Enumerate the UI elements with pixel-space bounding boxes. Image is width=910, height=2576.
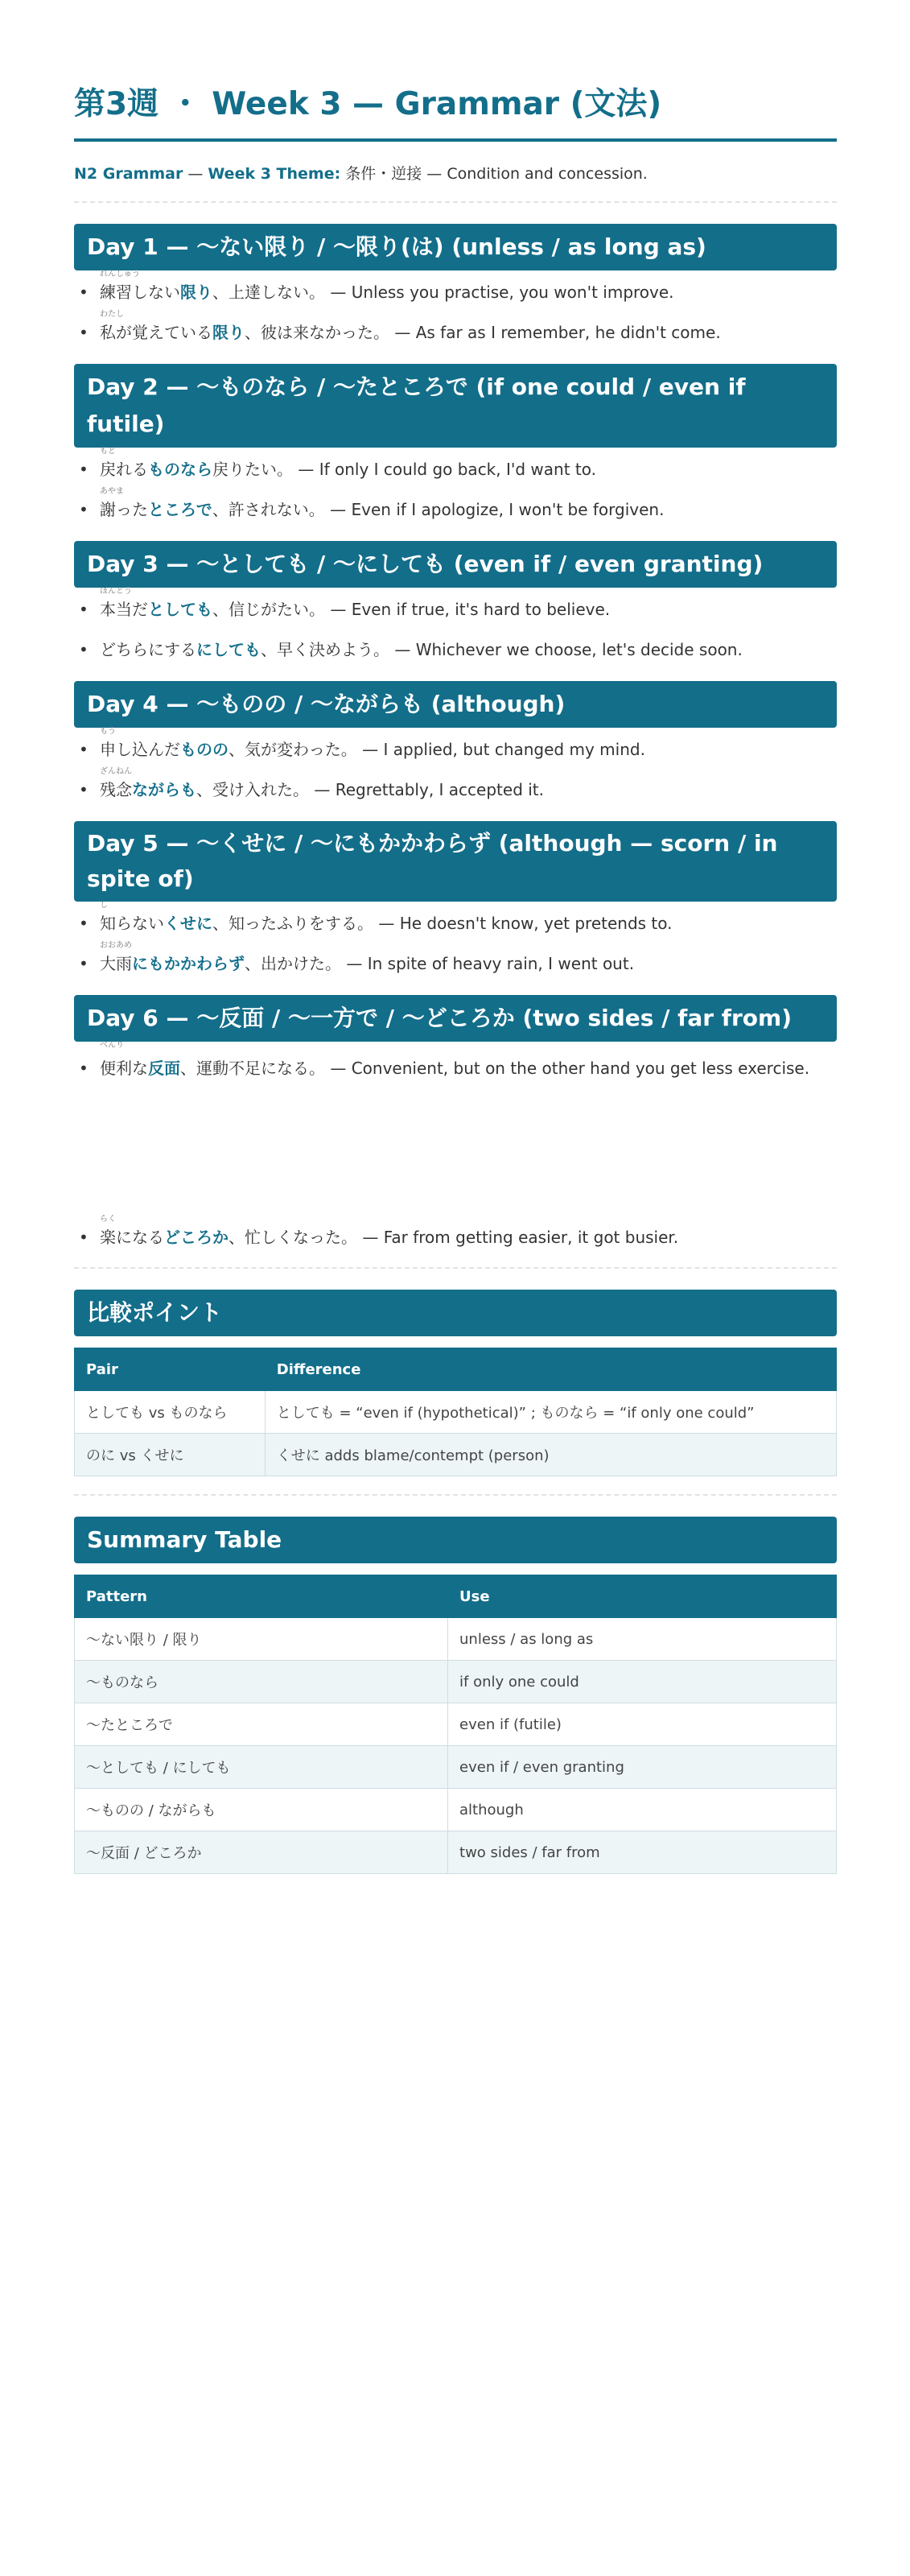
- day-heading: Day 6 — 〜反面 / 〜一方で / 〜どころか (two sides / far from): [74, 995, 837, 1042]
- example-translation: — Even if I apologize, I won't be forgiven.: [324, 500, 665, 519]
- example-item: [74, 270, 837, 303]
- table-row: [75, 1746, 837, 1789]
- section-divider: [74, 1267, 837, 1269]
- example-japanese-rest: 、出かけた。: [245, 954, 341, 973]
- table-cell: 〜反面 / どころか: [75, 1831, 448, 1874]
- furigana: • あやま: [100, 487, 124, 496]
- example-japanese: 戻れる: [100, 460, 148, 479]
- grammar-pattern: ながらも: [132, 780, 196, 799]
- furigana: • わたし: [100, 310, 124, 319]
- example-japanese: 大雨: [100, 954, 132, 973]
- table-cell: としても vs ものなら: [75, 1391, 266, 1434]
- day-section: [74, 541, 837, 660]
- example-item: [74, 767, 837, 800]
- example-japanese: 楽になる: [100, 1228, 164, 1247]
- example-list: [74, 447, 837, 520]
- table-cell: 〜としても / にしても: [75, 1746, 448, 1789]
- table-cell: two sides / far from: [448, 1831, 837, 1874]
- column-header: Use: [448, 1575, 837, 1618]
- example-japanese-rest: 、忙しくなった。: [229, 1228, 357, 1247]
- example-japanese: 謝った: [100, 500, 148, 519]
- summary-section: [74, 1517, 837, 1874]
- column-header: Difference: [265, 1348, 836, 1391]
- example-item: [74, 447, 837, 480]
- example-japanese-rest: 、運動不足になる。: [180, 1059, 325, 1078]
- table-header-row: [75, 1348, 837, 1391]
- table-row: [75, 1618, 837, 1661]
- example-item: [74, 901, 837, 934]
- comparison-heading: 比較ポイント: [74, 1290, 837, 1336]
- day-heading: Day 2 — 〜ものなら / 〜たところで (if one could / even if futile): [74, 364, 837, 448]
- example-translation: — In spite of heavy rain, I went out.: [341, 954, 635, 973]
- day-heading: Day 4 — 〜ものの / 〜ながらも (although): [74, 681, 837, 728]
- grammar-pattern: どころか: [164, 1228, 229, 1247]
- day-heading: Day 5 — 〜くせに / 〜にもかかわらず (although — scorn / in spite of): [74, 821, 837, 902]
- summary-heading: Summary Table: [74, 1517, 837, 1563]
- comparison-section: [74, 1290, 837, 1476]
- table-cell: くせに adds blame/contempt (person): [265, 1434, 836, 1476]
- furigana: • らく: [100, 1215, 116, 1224]
- table-cell: としても = “even if (hypothetical)” ; ものなら = “if only one could”: [265, 1391, 836, 1434]
- example-item: [74, 1041, 837, 1084]
- example-translation: — Regrettably, I accepted it.: [309, 780, 545, 799]
- example-japanese: 練習しない: [100, 283, 180, 302]
- example-translation: — Even if true, it's hard to believe.: [325, 600, 611, 619]
- table-row: [75, 1391, 837, 1434]
- example-list: [74, 1215, 837, 1248]
- furigana: • もど: [100, 447, 116, 456]
- example-translation: — Convenient, but on the other hand you get less exercise.: [325, 1059, 810, 1078]
- day-heading: Day 1 — 〜ない限り / 〜限り(は) (unless / as long as): [74, 224, 837, 270]
- table-cell: 〜たところで: [75, 1703, 448, 1746]
- column-header: Pattern: [75, 1575, 448, 1618]
- table-cell: のに vs くせに: [75, 1434, 266, 1476]
- table-cell: unless / as long as: [448, 1618, 837, 1661]
- table-row: [75, 1703, 837, 1746]
- example-japanese-rest: 、彼は来なかった。: [245, 323, 389, 342]
- table-row: [75, 1661, 837, 1703]
- table-cell: 〜ない限り / 限り: [75, 1618, 448, 1661]
- example-item: [74, 587, 837, 620]
- grammar-pattern: 反面: [148, 1059, 180, 1078]
- example-japanese-rest: 、知ったふりをする。: [212, 914, 373, 933]
- column-header: Pair: [75, 1348, 266, 1391]
- day-heading: Day 3 — 〜としても / 〜にしても (even if / even granting): [74, 541, 837, 588]
- example-japanese-rest: 、早く決めよう。: [261, 640, 389, 659]
- intro-line: [74, 163, 837, 203]
- intro-dash: —: [183, 165, 208, 183]
- example-translation: — As far as I remember, he didn't come.: [389, 323, 721, 342]
- grammar-pattern: 限り: [212, 323, 245, 342]
- example-translation: — If only I could go back, I'd want to.: [293, 460, 597, 479]
- grammar-pattern: としても: [148, 600, 212, 619]
- example-japanese-rest: 、受け入れた。: [196, 780, 309, 799]
- example-list: [74, 901, 837, 974]
- example-japanese: 本当だ: [100, 600, 148, 619]
- example-list: [74, 587, 837, 660]
- example-japanese: どちらにする: [100, 640, 196, 659]
- example-japanese: 便利な: [100, 1059, 148, 1078]
- example-item: [74, 310, 837, 343]
- example-list: [74, 1041, 837, 1084]
- grammar-pattern: にもかかわらず: [132, 954, 245, 973]
- summary-table: [74, 1575, 837, 1874]
- blank-gap: [74, 1103, 837, 1216]
- table-cell: even if (futile): [448, 1703, 837, 1746]
- day-section: [74, 681, 837, 800]
- intro-theme-label: Week 3 Theme:: [208, 165, 341, 183]
- example-japanese-rest: 、気が変わった。: [229, 740, 357, 759]
- comparison-table: [74, 1348, 837, 1476]
- example-translation: — Unless you practise, you won't improve.: [325, 283, 674, 302]
- example-item: [74, 487, 837, 520]
- example-japanese: 申し込んだ: [100, 740, 180, 759]
- intro-theme-text: 条件・逆接 — Condition and concession.: [340, 165, 648, 183]
- example-japanese: 残念: [100, 780, 132, 799]
- example-japanese-rest: 、信じがたい。: [212, 600, 325, 619]
- table-row: [75, 1789, 837, 1831]
- furigana: • おおあめ: [100, 941, 132, 950]
- table-header-row: [75, 1575, 837, 1618]
- example-japanese: 知らない: [100, 914, 164, 933]
- table-cell: 〜ものなら: [75, 1661, 448, 1703]
- furigana: • ほんとう: [100, 587, 132, 596]
- grammar-pattern: 限り: [180, 283, 212, 302]
- table-row: [75, 1434, 837, 1476]
- table-cell: although: [448, 1789, 837, 1831]
- grammar-pattern: にしても: [196, 640, 261, 659]
- example-japanese-rest: 、上達しない。: [212, 283, 325, 302]
- example-translation: — He doesn't know, yet pretends to.: [373, 914, 673, 933]
- day-section: [74, 364, 837, 520]
- example-translation: — Whichever we choose, let's decide soon.: [389, 640, 743, 659]
- example-japanese-rest: 、許されない。: [212, 500, 325, 519]
- section-divider: [74, 1494, 837, 1496]
- furigana: • べんり: [100, 1041, 124, 1050]
- table-cell: even if / even granting: [448, 1746, 837, 1789]
- furigana: • もう: [100, 727, 116, 736]
- day-section: [74, 224, 837, 343]
- example-list: [74, 727, 837, 800]
- furigana: • し: [100, 901, 108, 910]
- example-translation: — Far from getting easier, it got busier.: [357, 1228, 679, 1247]
- example-japanese: 私が覚えている: [100, 323, 212, 342]
- table-row: [75, 1831, 837, 1874]
- furigana: • ざんねん: [100, 767, 132, 776]
- intro-lead: N2 Grammar: [74, 165, 183, 183]
- grammar-pattern: くせに: [164, 914, 212, 933]
- example-item: [74, 941, 837, 974]
- example-japanese-rest: 戻りたい。: [212, 460, 293, 479]
- example-translation: — I applied, but changed my mind.: [356, 740, 645, 759]
- document: [74, 0, 837, 1874]
- table-cell: if only one could: [448, 1661, 837, 1703]
- example-item: [74, 1215, 837, 1248]
- example-item: [74, 639, 837, 660]
- grammar-pattern: ところで: [148, 500, 212, 519]
- grammar-pattern: ものなら: [148, 460, 212, 479]
- day-section: [74, 995, 837, 1248]
- example-list: [74, 270, 837, 343]
- grammar-pattern: ものの: [180, 740, 229, 759]
- table-cell: 〜ものの / ながらも: [75, 1789, 448, 1831]
- day-section: [74, 821, 837, 974]
- example-item: [74, 727, 837, 760]
- furigana: • れんしゅう: [100, 270, 140, 279]
- page-title: 第3週 ・ Week 3 — Grammar (文法): [74, 0, 837, 142]
